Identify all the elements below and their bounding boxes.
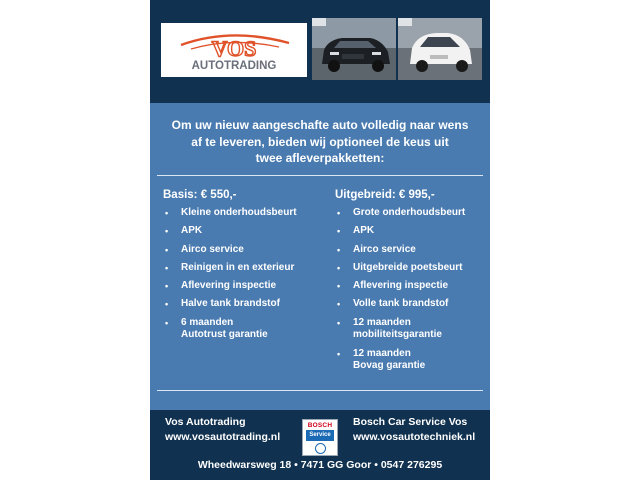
list-item-line: • 6 maanden xyxy=(181,316,234,328)
car-photo-black-suv xyxy=(312,18,396,80)
list-item xyxy=(163,317,323,342)
intro-line: twee afleverpakketten: xyxy=(255,151,385,165)
list-item: • Volle tank brandstof xyxy=(335,298,485,311)
vos-autotrading-logo xyxy=(161,23,307,77)
uitgebreid-list xyxy=(335,207,485,373)
logo-word-top: VOS xyxy=(211,36,257,61)
list-item: • Airco service xyxy=(335,244,485,257)
uitgebreid-package xyxy=(335,189,485,378)
partner-website-link[interactable]: www.vosautotechniek.nl xyxy=(353,430,476,443)
list-item: • Halve tank brandstof xyxy=(163,298,323,311)
footer xyxy=(150,410,490,480)
uitgebreid-heading: Uitgebreid: € 995,- xyxy=(335,189,435,201)
list-item xyxy=(335,348,485,373)
bosch-service-logo xyxy=(302,419,338,456)
list-item-line: Autotrust garantie xyxy=(181,329,268,341)
list-item: • APK xyxy=(335,225,485,238)
list-item: • Grote onderhoudsbeurt xyxy=(335,207,485,220)
list-item xyxy=(335,317,485,342)
list-item: • Reinigen in en exterieur xyxy=(163,262,323,275)
divider-top xyxy=(157,175,483,176)
footer-right xyxy=(353,415,475,444)
bosch-logo-text: BOSCH xyxy=(307,422,333,429)
partner-name: Bosch Car Service Vos xyxy=(353,416,468,428)
company-name: Vos Autotrading xyxy=(165,416,246,428)
list-item: • Airco service xyxy=(163,244,323,257)
list-item-line: • 12 maanden xyxy=(353,316,411,328)
list-item-line: mobiliteitsgarantie xyxy=(353,329,442,341)
list-item: • Aflevering inspectie xyxy=(163,280,323,293)
basis-package xyxy=(163,189,323,348)
address-line: Wheedwarsweg 18 • 7471 GG Goor • 0547 276295 xyxy=(197,459,443,471)
list-item: • APK xyxy=(163,225,323,238)
intro-line: af te leveren, bieden wij optioneel de keus uit xyxy=(191,134,449,149)
list-item-line: Bovag garantie xyxy=(353,360,426,372)
basis-list xyxy=(163,207,323,342)
bosch-emblem-icon xyxy=(315,443,326,454)
bosch-service-text: Service xyxy=(306,430,334,441)
divider-bottom xyxy=(157,390,483,391)
logo-word-bottom: AUTOTRADING xyxy=(191,60,277,72)
website-link[interactable]: www.vosautotrading.nl xyxy=(165,430,281,443)
car-photo-white-car xyxy=(398,18,482,80)
footer-left xyxy=(165,415,280,444)
flyer xyxy=(150,0,490,480)
header-band xyxy=(150,0,490,103)
intro-text xyxy=(150,117,490,167)
list-item: • Uitgebreide poetsbeurt xyxy=(335,262,485,275)
intro-line: Om uw nieuw aangeschafte auto volledig naar wens xyxy=(171,118,469,132)
packages-panel xyxy=(150,103,490,410)
basis-heading: Basis: € 550,- xyxy=(163,189,237,201)
list-item: • Aflevering inspectie xyxy=(335,280,485,293)
list-item-line: • 12 maanden xyxy=(353,347,411,359)
list-item: • Kleine onderhoudsbeurt xyxy=(163,207,323,220)
